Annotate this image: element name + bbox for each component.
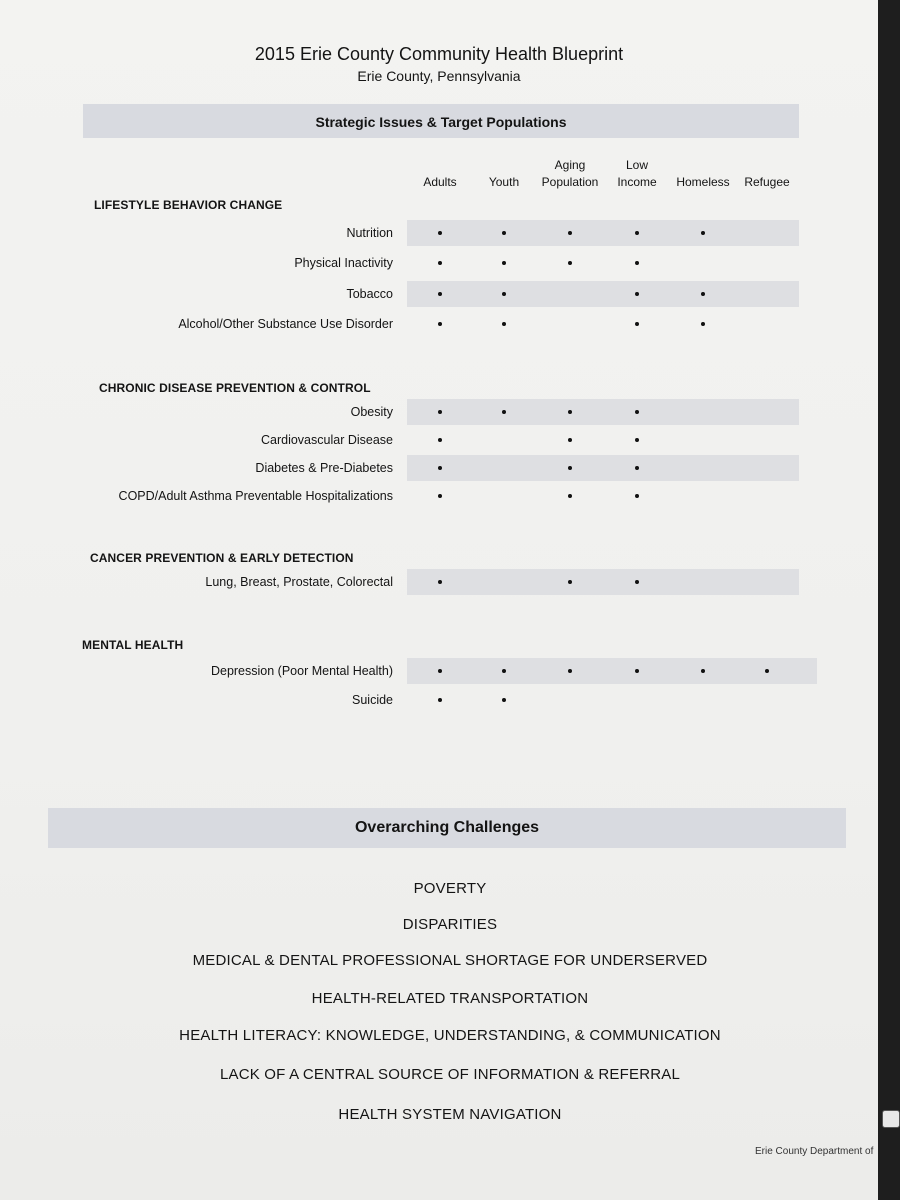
challenge-item: HEALTH SYSTEM NAVIGATION: [338, 1106, 562, 1123]
table-row: [0, 455, 878, 481]
section-title: MENTAL HEALTH: [82, 638, 184, 652]
target-mark-dot: [438, 580, 442, 584]
section-title: LIFESTYLE BEHAVIOR CHANGE: [94, 198, 283, 212]
target-mark-dot: [701, 322, 705, 326]
row-label: Suicide: [352, 693, 393, 707]
target-mark-dot: [568, 466, 572, 470]
target-mark-dot: [502, 261, 506, 265]
background-edge: [878, 0, 900, 1200]
target-mark-dot: [635, 231, 639, 235]
strategic-issues-banner: Strategic Issues & Target Populations: [83, 104, 799, 138]
table-row: [0, 427, 878, 453]
target-mark-dot: [438, 698, 442, 702]
table-row: [0, 658, 878, 684]
table-row: [0, 399, 878, 425]
row-label: Diabetes & Pre-Diabetes: [255, 461, 393, 475]
target-mark-dot: [635, 580, 639, 584]
challenge-item: POVERTY: [413, 880, 487, 897]
target-mark-dot: [502, 669, 506, 673]
target-mark-dot: [502, 292, 506, 296]
target-mark-dot: [502, 410, 506, 414]
document-title: 2015 Erie County Community Health Blueprint: [254, 44, 624, 64]
column-header-line2: Population: [541, 175, 599, 189]
row-shading: [407, 658, 817, 684]
table-row: [0, 311, 878, 337]
target-mark-dot: [568, 494, 572, 498]
target-mark-dot: [438, 261, 442, 265]
column-header-line1: Aging: [554, 158, 586, 172]
column-header-line1: [727, 157, 807, 174]
target-mark-dot: [635, 466, 639, 470]
column-header-line2: Adults: [423, 175, 457, 189]
target-mark-dot: [701, 292, 705, 296]
row-label: Cardiovascular Disease: [260, 433, 393, 447]
target-mark-dot: [568, 438, 572, 442]
challenge-item: HEALTH-RELATED TRANSPORTATION: [311, 990, 589, 1007]
target-mark-dot: [438, 322, 442, 326]
challenge-item: HEALTH LITERACY: KNOWLEDGE, UNDERSTANDING, & COMMUNICATION: [179, 1027, 721, 1044]
target-mark-dot: [635, 669, 639, 673]
target-mark-dot: [502, 231, 506, 235]
row-label: Alcohol/Other Substance Use Disorder: [178, 317, 393, 331]
challenge-item: DISPARITIES: [402, 916, 498, 933]
target-mark-dot: [502, 322, 506, 326]
target-mark-dot: [635, 322, 639, 326]
target-mark-dot: [568, 261, 572, 265]
target-mark-dot: [438, 466, 442, 470]
table-row: [0, 281, 878, 307]
row-label: Physical Inactivity: [294, 256, 393, 270]
target-mark-dot: [438, 669, 442, 673]
table-row: [0, 569, 878, 595]
section-title: CHRONIC DISEASE PREVENTION & CONTROL: [99, 381, 371, 395]
row-label: COPD/Adult Asthma Preventable Hospitalizations: [118, 489, 393, 503]
target-mark-dot: [568, 669, 572, 673]
target-mark-dot: [568, 580, 572, 584]
target-mark-dot: [438, 494, 442, 498]
column-header-line2: Income: [617, 175, 657, 189]
table-row: [0, 687, 878, 713]
target-mark-dot: [765, 669, 769, 673]
target-mark-dot: [438, 231, 442, 235]
document-subtitle: Erie County, Pennsylvania: [357, 68, 521, 84]
section-title: CANCER PREVENTION & EARLY DETECTION: [90, 551, 354, 565]
row-shading: [407, 281, 799, 307]
target-mark-dot: [568, 231, 572, 235]
target-mark-dot: [438, 438, 442, 442]
target-mark-dot: [438, 292, 442, 296]
row-label: Depression (Poor Mental Health): [210, 664, 393, 678]
target-mark-dot: [438, 410, 442, 414]
column-header-line1: Low: [625, 158, 648, 172]
target-mark-dot: [635, 292, 639, 296]
target-mark-dot: [568, 410, 572, 414]
target-mark-dot: [635, 438, 639, 442]
target-mark-dot: [635, 261, 639, 265]
row-label: Lung, Breast, Prostate, Colorectal: [205, 575, 393, 589]
column-header-line2: Refugee: [744, 175, 790, 189]
column-header: [727, 157, 807, 191]
row-label: Nutrition: [346, 226, 393, 240]
row-shading: [407, 455, 799, 481]
table-row: [0, 220, 878, 246]
row-shading: [407, 399, 799, 425]
target-mark-dot: [635, 494, 639, 498]
target-mark-dot: [701, 231, 705, 235]
table-row: [0, 483, 878, 509]
target-mark-dot: [502, 698, 506, 702]
column-header-line2: Homeless: [676, 175, 730, 189]
challenges-banner: Overarching Challenges: [48, 808, 846, 848]
footer-department: Erie County Department of: [755, 1146, 874, 1157]
target-mark-dot: [701, 669, 705, 673]
challenge-item: MEDICAL & DENTAL PROFESSIONAL SHORTAGE FOR UNDERSERVED: [192, 952, 708, 969]
row-label: Tobacco: [346, 287, 393, 301]
target-mark-dot: [635, 410, 639, 414]
table-row: [0, 250, 878, 276]
row-label: Obesity: [350, 405, 393, 419]
row-shading: [407, 220, 799, 246]
challenge-item: LACK OF A CENTRAL SOURCE OF INFORMATION & REFERRAL: [219, 1066, 681, 1083]
row-shading: [407, 569, 799, 595]
column-header-line2: Youth: [488, 175, 520, 189]
